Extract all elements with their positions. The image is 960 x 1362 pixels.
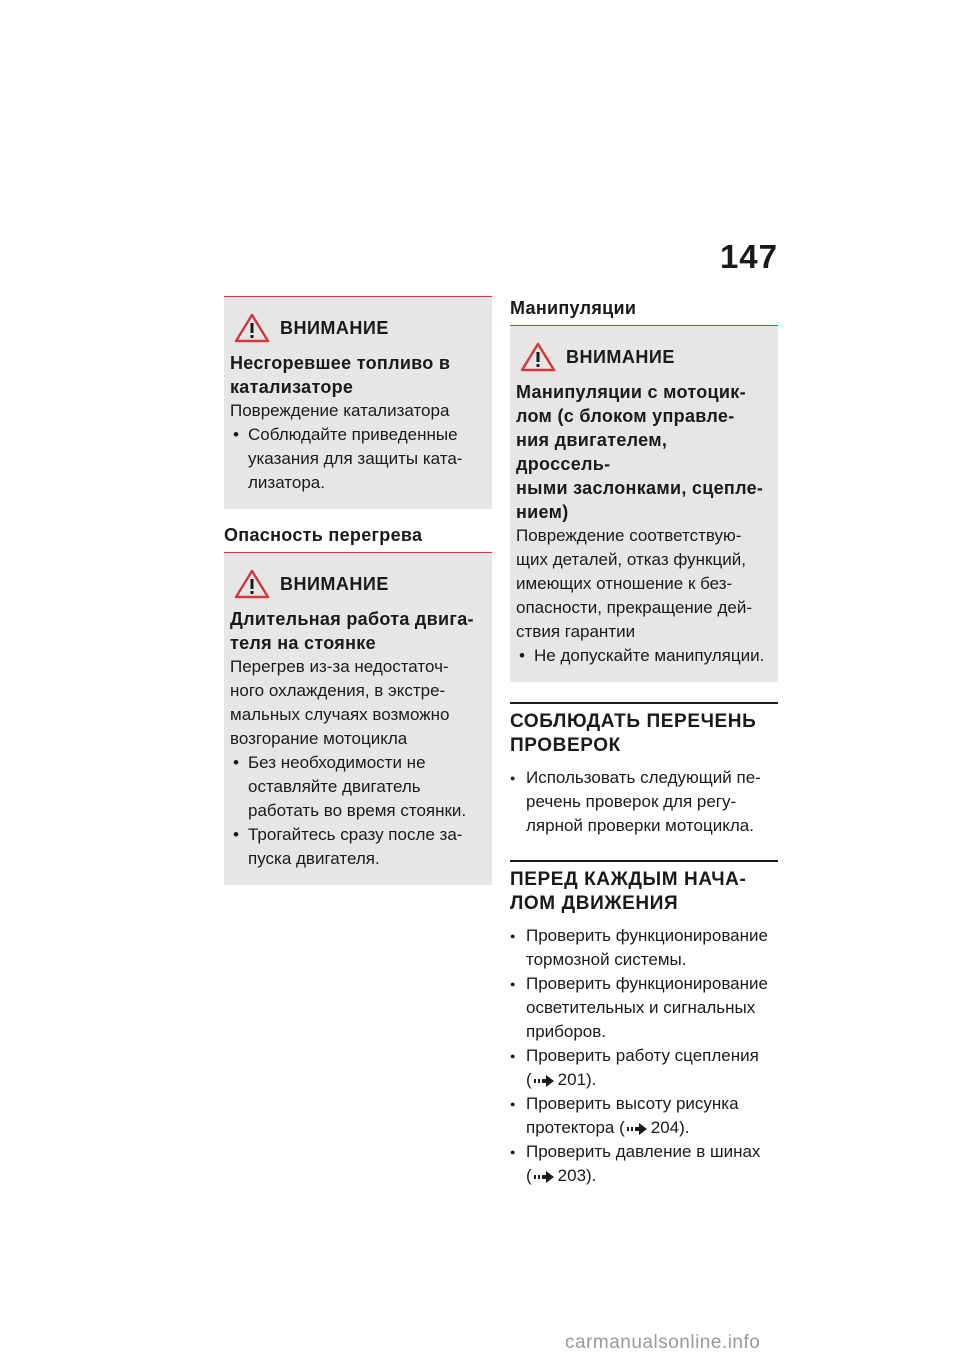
list-item-reference[interactable] bbox=[526, 1164, 778, 1188]
ref-prefix: ( bbox=[526, 1070, 532, 1089]
warning-title bbox=[516, 380, 766, 524]
list-item-reference[interactable] bbox=[526, 1116, 778, 1140]
page-ref-number: 204 bbox=[650, 1118, 680, 1137]
page-reference-arrow-icon bbox=[534, 1075, 556, 1087]
section-title-line: ПЕРЕД КАЖДЫМ НАЧА- bbox=[510, 869, 747, 890]
ref-prefix: ( bbox=[526, 1166, 532, 1185]
section-title-checklist bbox=[510, 702, 778, 758]
bullet-line: • Не допускайте манипуляции. bbox=[534, 646, 765, 665]
list-item-line: осветительных и сигнальных bbox=[526, 998, 756, 1017]
list-item-line: ● Проверить функционирование bbox=[526, 926, 768, 945]
page-ref-number: 203 bbox=[557, 1166, 587, 1185]
warning-label: ВНИМАНИЕ bbox=[280, 574, 389, 594]
warning-title-line: теля на стоянке bbox=[230, 633, 376, 653]
page-reference-arrow-icon bbox=[627, 1123, 649, 1135]
right-column bbox=[510, 296, 778, 1188]
section-title-line: ПРОВЕРОК bbox=[510, 735, 621, 756]
list-item bbox=[510, 766, 778, 838]
list-item bbox=[510, 1140, 778, 1188]
body-line: ствия гарантии bbox=[516, 622, 636, 641]
warning-bullet bbox=[230, 823, 480, 871]
warning-box-manipulation bbox=[510, 326, 778, 682]
warning-title-line: Несгоревшее топливо в bbox=[230, 353, 451, 373]
warning-body bbox=[516, 524, 766, 644]
body-line: мальных случаях возможно bbox=[230, 705, 450, 724]
warning-header bbox=[516, 342, 766, 372]
warning-box-overheat bbox=[224, 553, 492, 885]
section-title-before-ride bbox=[510, 860, 778, 916]
body-line: имеющих отношение к без- bbox=[516, 574, 733, 593]
warning-title-line: катализаторе bbox=[230, 377, 354, 397]
section-title-line: ЛОМ ДВИЖЕНИЯ bbox=[510, 893, 679, 914]
page-number: 147 bbox=[719, 238, 778, 275]
bullet-line: оставляйте двигатель bbox=[248, 777, 421, 796]
warning-title bbox=[230, 351, 480, 399]
ref-suffix: ). bbox=[586, 1166, 597, 1185]
warning-title-line: ными заслонками, сцепле- bbox=[516, 478, 764, 498]
list-item-line: ● Проверить давление в шинах bbox=[526, 1142, 761, 1161]
warning-triangle-icon bbox=[234, 313, 270, 343]
warning-title-line: нием) bbox=[516, 502, 569, 522]
list-item bbox=[510, 972, 778, 1044]
warning-title-line: лом (с блоком управле- bbox=[516, 406, 735, 426]
bullet-line: лизатора. bbox=[248, 473, 325, 492]
ref-prefix: протектора ( bbox=[526, 1118, 625, 1137]
list-item-line: ● Использовать следующий пе- bbox=[526, 768, 761, 787]
warning-bullet bbox=[230, 751, 480, 823]
left-column bbox=[224, 296, 492, 885]
list-item bbox=[510, 924, 778, 972]
bullet-line: работать во время стоянки. bbox=[248, 801, 467, 820]
body-line: Повреждение соответствую- bbox=[516, 526, 742, 545]
bullet-line: • Соблюдайте приведенные bbox=[248, 425, 458, 444]
ref-suffix: ). bbox=[586, 1070, 597, 1089]
bullet-line: пуска двигателя. bbox=[248, 849, 380, 868]
list-item bbox=[510, 1092, 778, 1140]
list-item-line: ● Проверить функционирование bbox=[526, 974, 768, 993]
warning-label: ВНИМАНИЕ bbox=[280, 318, 389, 338]
subsection-title-overheat: Опасность перегрева bbox=[224, 525, 492, 553]
body-line: щих деталей, отказ функций, bbox=[516, 550, 746, 569]
body-line: опасности, прекращение дей- bbox=[516, 598, 752, 617]
before-ride-checklist bbox=[510, 924, 778, 1188]
warning-title-line: Манипуляции с мотоцик- bbox=[516, 382, 746, 402]
page-ref-number: 201 bbox=[557, 1070, 587, 1089]
section-title-line: СОБЛЮДАТЬ ПЕРЕЧЕНЬ bbox=[510, 711, 757, 732]
list-item-reference[interactable] bbox=[526, 1068, 778, 1092]
bullet-line: • Без необходимости не bbox=[248, 753, 426, 772]
warning-triangle-icon bbox=[234, 569, 270, 599]
list-item bbox=[510, 1044, 778, 1092]
warning-title-line: ния двигателем, дроссель- bbox=[516, 430, 668, 474]
warning-bullet bbox=[516, 644, 766, 668]
watermark: carmanualsonline.info bbox=[565, 1332, 761, 1353]
subsection-title-manipulation: Манипуляции bbox=[510, 298, 778, 326]
bullet-line: • Трогайтесь сразу после за- bbox=[248, 825, 463, 844]
ref-suffix: ). bbox=[679, 1118, 690, 1137]
warning-body bbox=[230, 655, 480, 751]
list-item-line: приборов. bbox=[526, 1022, 607, 1041]
page-reference-arrow-icon bbox=[534, 1171, 556, 1183]
list-item-line: тормозной системы. bbox=[526, 950, 687, 969]
list-item-line: ● Проверить работу сцепления bbox=[526, 1046, 759, 1065]
warning-box-catalyst bbox=[224, 296, 492, 509]
checklist-intro-list bbox=[510, 766, 778, 838]
warning-title bbox=[230, 607, 480, 655]
list-item-line: речень проверок для регу- bbox=[526, 792, 737, 811]
warning-bullet bbox=[230, 423, 480, 495]
bullet-line: указания для защиты ката- bbox=[248, 449, 463, 468]
list-item-line: ● Проверить высоту рисунка bbox=[526, 1094, 739, 1113]
warning-label: ВНИМАНИЕ bbox=[566, 347, 675, 367]
warning-triangle-icon bbox=[520, 342, 556, 372]
body-line: ного охлаждения, в экстре- bbox=[230, 681, 446, 700]
body-line: возгорание мотоцикла bbox=[230, 729, 408, 748]
list-item-line: лярной проверки мотоцикла. bbox=[526, 816, 754, 835]
warning-header bbox=[230, 313, 480, 343]
body-line: Перегрев из-за недостаточ- bbox=[230, 657, 449, 676]
warning-subtitle: Повреждение катализатора bbox=[230, 401, 450, 420]
warning-title-line: Длительная работа двига- bbox=[230, 609, 474, 629]
warning-header bbox=[230, 569, 480, 599]
